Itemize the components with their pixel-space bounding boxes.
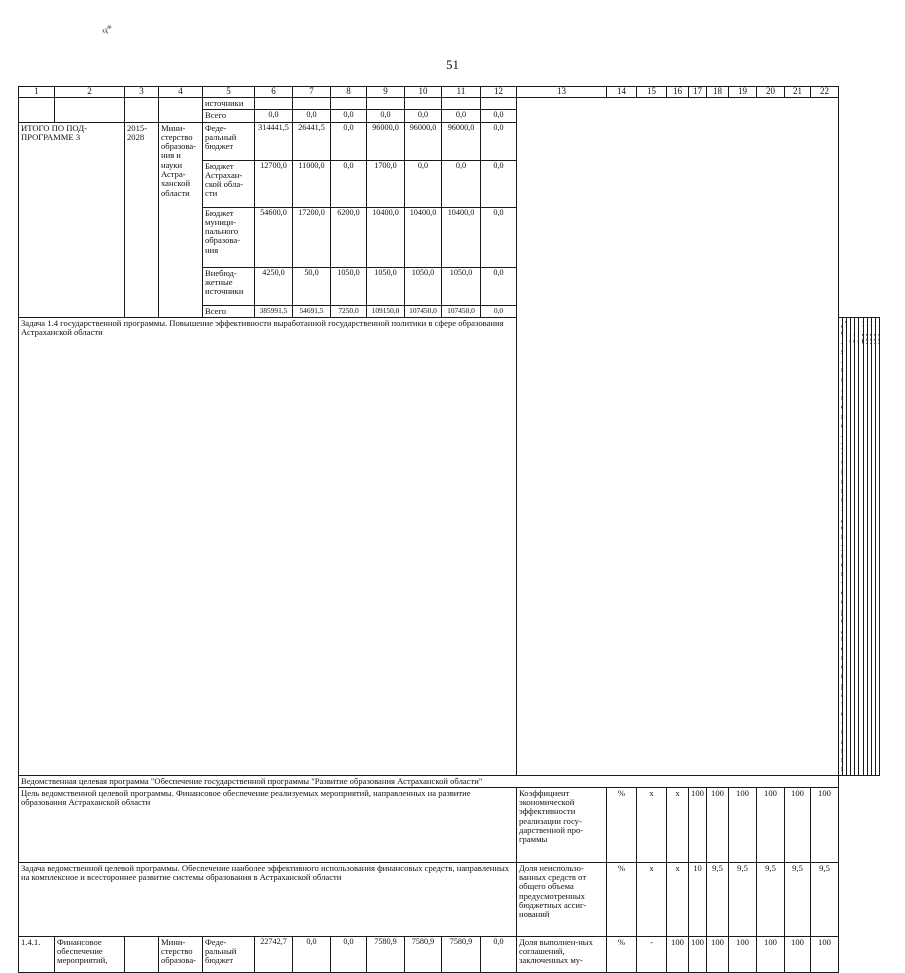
header-cell: 18	[707, 87, 729, 98]
program-table	[18, 86, 880, 973]
value-cell: 0,0	[405, 110, 442, 122]
value-cell: 17200,0	[293, 207, 331, 267]
header-cell: 2	[55, 87, 125, 98]
table-cell	[367, 98, 405, 110]
indicator-value: х	[637, 787, 667, 862]
itogo-period: 2015-2028	[125, 122, 159, 317]
table-row	[19, 98, 880, 110]
indicator-value: х	[637, 862, 667, 936]
value-cell: 0,0	[331, 110, 367, 122]
table-cell	[293, 98, 331, 110]
value-cell: 96000,0	[442, 122, 481, 160]
header-cell: 15	[637, 87, 667, 98]
header-row	[19, 87, 880, 98]
header-cell: 13	[517, 87, 607, 98]
indicator-value: 100	[729, 936, 757, 972]
value-cell: 10400,0	[405, 207, 442, 267]
indicator-value: 9,5	[785, 862, 811, 936]
vcp-title: Ведомственная целевая программа "Обеспечение государственной программы "Развитие образования Астраханской области"	[19, 775, 839, 787]
source-cell: Всего	[203, 305, 255, 317]
indicator-value: 100	[811, 787, 839, 862]
header-cell: 19	[729, 87, 757, 98]
value-cell: 54600,0	[255, 207, 293, 267]
header-cell: 7	[293, 87, 331, 98]
unit-cell: %	[607, 787, 637, 862]
source-cell: Бюджет муници-пального образова-ния	[203, 207, 255, 267]
value-cell: 22742,7	[255, 936, 293, 972]
value-cell: 0,0	[481, 207, 517, 267]
value-cell: 0,0	[293, 110, 331, 122]
unit-cell: %	[607, 862, 637, 936]
value-cell: 10400,0	[367, 207, 405, 267]
value-cell: 107450,0	[442, 305, 481, 317]
table-row	[19, 936, 880, 972]
value-cell: 0,0	[481, 122, 517, 160]
header-cell: 9	[367, 87, 405, 98]
value-cell: 0,0	[293, 936, 331, 972]
header-cell: 3	[125, 87, 159, 98]
header-cell: 20	[757, 87, 785, 98]
goal-text: Цель ведомственной целевой программы. Финансовое обеспечение реализуемых мероприятий, направленных на развитие образования Астраханской области	[19, 787, 517, 862]
header-cell: 5	[203, 87, 255, 98]
scan-mark: ч*	[100, 22, 115, 38]
task-text: Задача 1.4 государственной программы. Повышение эффективности выработанной государственной политики в сфере образования Астраханской области	[19, 317, 517, 775]
value-cell: 0,0	[481, 160, 517, 207]
value-cell: 0,0	[442, 160, 481, 207]
indicator-value: 9,5	[811, 862, 839, 936]
indicator-value: 10	[689, 862, 707, 936]
value-cell: 107450,0	[405, 305, 442, 317]
activity-name: Финансовое обеспечение мероприятий,	[55, 936, 125, 972]
table-cell	[405, 98, 442, 110]
indicator-value: 100	[707, 936, 729, 972]
indicator-cell	[839, 317, 843, 775]
source-cell: источники	[203, 98, 255, 110]
table-cell	[159, 98, 203, 123]
value-cell: 6200,0	[331, 207, 367, 267]
indicator-value: -	[637, 936, 667, 972]
indicator-value: 9,5	[757, 862, 785, 936]
value-cell: 0,0	[481, 936, 517, 972]
header-cell: 12	[481, 87, 517, 98]
header-cell: 8	[331, 87, 367, 98]
source-cell: Феде-ральный бюджет	[203, 122, 255, 160]
header-cell: 16	[667, 87, 689, 98]
source-cell: Бюджет Астрахан-ской обла-сти	[203, 160, 255, 207]
value-cell: 109150,0	[367, 305, 405, 317]
table-cell	[55, 98, 125, 123]
source-cell: Всего	[203, 110, 255, 122]
value-cell: 7580,9	[367, 936, 405, 972]
table-cell	[255, 98, 293, 110]
indicator-value: 100	[757, 936, 785, 972]
value-cell: 26441,5	[293, 122, 331, 160]
value-cell: 4250,0	[255, 267, 293, 305]
header-cell: 14	[607, 87, 637, 98]
table-cell	[125, 98, 159, 123]
value-cell: 10400,0	[442, 207, 481, 267]
value-cell: 0,0	[481, 110, 517, 122]
value-cell: 0,0	[331, 160, 367, 207]
activity-executor: Мини-стерство образова-	[159, 936, 203, 972]
indicator-value: 100	[811, 936, 839, 972]
indicator-value: 100	[689, 787, 707, 862]
header-cell: 4	[159, 87, 203, 98]
page-number: 51	[446, 57, 459, 72]
value-cell: 0,0	[481, 305, 517, 317]
indicator-value: 9,5	[729, 862, 757, 936]
table-row	[19, 862, 880, 936]
value-cell: 50,0	[293, 267, 331, 305]
table-cell	[481, 98, 517, 110]
unit-cell: %	[607, 936, 637, 972]
value-cell: 1050,0	[405, 267, 442, 305]
value-cell: 1050,0	[331, 267, 367, 305]
value-cell: 0,0	[405, 160, 442, 207]
value-cell: 0,0	[331, 122, 367, 160]
header-cell: 6	[255, 87, 293, 98]
value-cell: 12700,0	[255, 160, 293, 207]
table-cell	[442, 98, 481, 110]
value-cell: 0,0	[255, 110, 293, 122]
row-number: 1.4.1.	[19, 936, 55, 972]
value-cell: 7580,9	[405, 936, 442, 972]
itogo-name: ИТОГО ПО ПОД-ПРОГРАММЕ 3	[19, 122, 125, 317]
table-row	[19, 787, 880, 862]
header-cell: 17	[689, 87, 707, 98]
value-cell: 0,0	[481, 267, 517, 305]
header-cell: 1	[19, 87, 55, 98]
value-cell: 96000,0	[405, 122, 442, 160]
task-text: Задача ведомственной целевой программы. Обеспечение наиболее эффективного использования финансовых средств, направленных на комплексное и всестороннее развитие системы образования в Астраханской области	[19, 862, 517, 936]
header-cell: 21	[785, 87, 811, 98]
indicator-value: 100	[729, 787, 757, 862]
header-cell: 22	[811, 87, 839, 98]
indicator-value: 100	[757, 787, 785, 862]
indicator-cell: Коэффициент экономической эффективности реализации госу-дарственной про-граммы	[517, 787, 607, 862]
indicator-value: 100	[785, 787, 811, 862]
indicator-value: 100	[689, 936, 707, 972]
header-cell: 11	[442, 87, 481, 98]
table-cell	[19, 98, 55, 123]
value-cell: 0,0	[442, 110, 481, 122]
value-cell: 314441,5	[255, 122, 293, 160]
table-cell	[517, 98, 839, 776]
header-cell: 10	[405, 87, 442, 98]
value-cell: 385991,5	[255, 305, 293, 317]
indicator-value: х	[667, 787, 689, 862]
indicator-value: 100	[785, 936, 811, 972]
value-cell: 1700,0	[367, 160, 405, 207]
indicator-value	[875, 317, 879, 775]
indicator-value: х	[667, 862, 689, 936]
value-cell: 11000,0	[293, 160, 331, 207]
indicator-value: 100	[707, 787, 729, 862]
value-cell: 7250,0	[331, 305, 367, 317]
itogo-executor: Мини-стерство образова-ния и науки Астра-ханской области	[159, 122, 203, 317]
indicator-cell: Доля неиспользо-ванных средств от общего объема предусмотренных бюджетных ассиг-нований	[517, 862, 607, 936]
activity-period	[125, 936, 159, 972]
indicator-cell: Доля выполнен-ных соглашений, заключенных му-	[517, 936, 607, 972]
value-cell: 0,0	[367, 110, 405, 122]
source-cell: Внебюд-жетные источники	[203, 267, 255, 305]
value-cell: 1050,0	[367, 267, 405, 305]
table-cell	[331, 98, 367, 110]
value-cell: 96000,0	[367, 122, 405, 160]
table-row	[19, 775, 880, 787]
indicator-value: 9,5	[707, 862, 729, 936]
source-cell: Феде-ральный бюджет	[203, 936, 255, 972]
value-cell: 1050,0	[442, 267, 481, 305]
value-cell: 54691,5	[293, 305, 331, 317]
value-cell: 7580,9	[442, 936, 481, 972]
indicator-value: 100	[667, 936, 689, 972]
value-cell: 0,0	[331, 936, 367, 972]
